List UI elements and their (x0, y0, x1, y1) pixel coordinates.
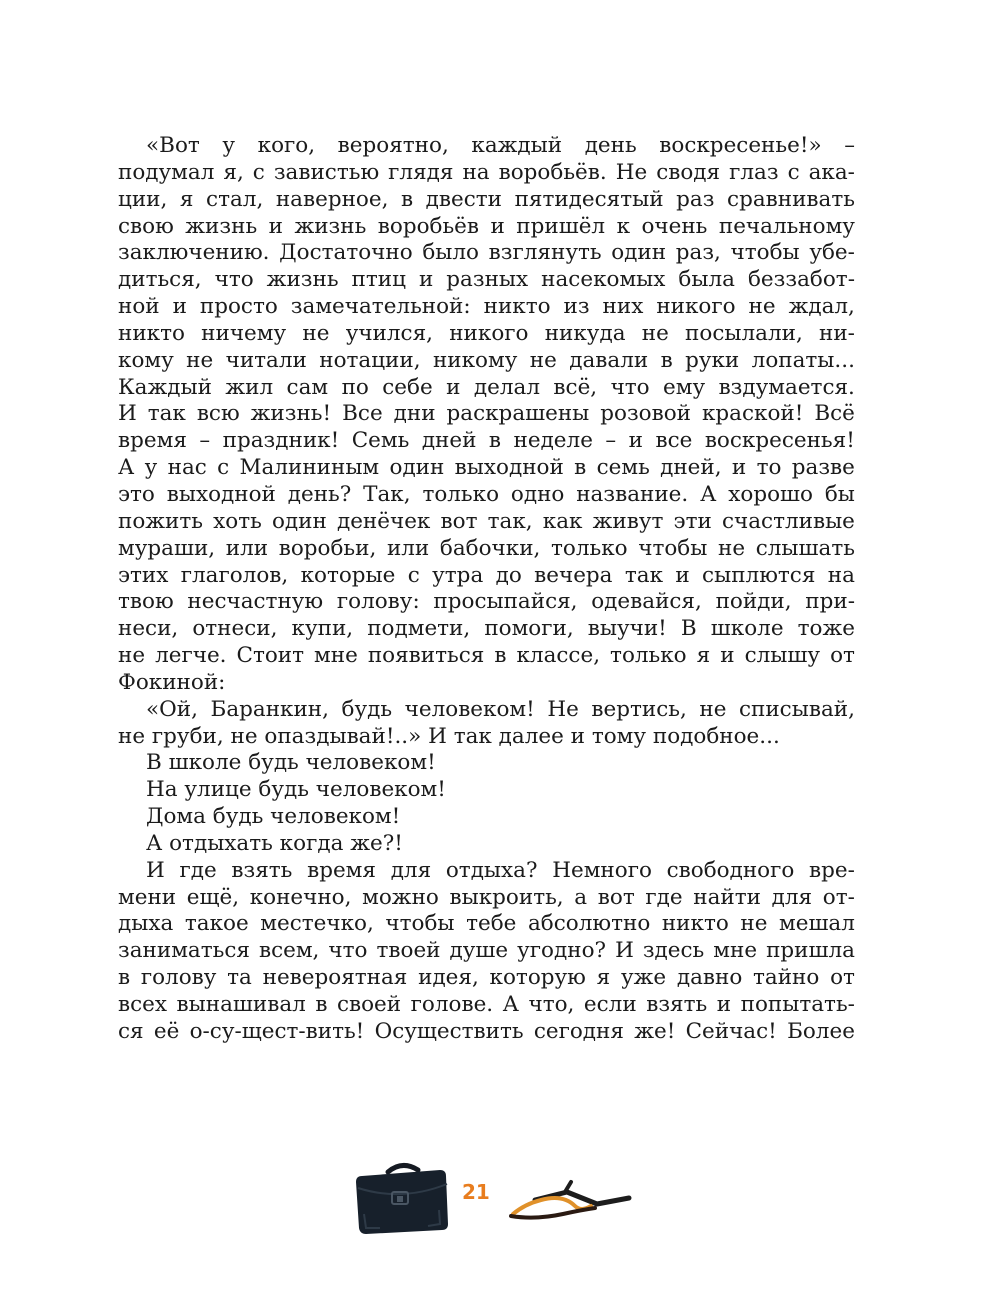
text-line: кому не читали нотации, никому не давали в руки лопаты... (118, 347, 855, 373)
briefcase-icon (352, 1158, 452, 1236)
slingshot-icon (505, 1178, 633, 1226)
text-line: время – праздник! Семь дней в неделе – и все воскресенья! (118, 428, 855, 454)
text-line: «Ой, Баранкин, будь человеком! Не вертись, не списывай, (146, 696, 855, 722)
text-line: не легче. Стоит мне появиться в классе, только я и слышу от (118, 643, 855, 669)
text-line: твою несчастную голову: просыпайся, одевайся, пойди, при- (118, 589, 855, 615)
page-number: 21 (462, 1180, 490, 1204)
text-line: Каждый жил сам по себе и делал всё, что ему вздумается. (118, 374, 855, 400)
text-line: заниматься всем, что твоей душе угодно? И здесь мне пришла (118, 938, 855, 964)
text-line: Фокиной: (118, 669, 226, 695)
text-line: На улице будь человеком! (146, 777, 446, 803)
text-line: в голову та невероятная идея, которую я уже давно тайно от (118, 965, 855, 991)
text-line: заключению. Достаточно было взглянуть один раз, чтобы убе- (118, 240, 855, 266)
text-line: этих глаголов, которые с утра до вечера так и сыплются на (118, 562, 855, 588)
text-line: А у нас с Малининым один выходной в семь дней, и то разве (118, 455, 855, 481)
text-line: дыха такое местечко, чтобы тебе абсолютно никто не мешал (118, 911, 855, 937)
text-line: никто ничему не учился, никого никуда не посылали, ни- (118, 320, 855, 346)
page-footer (0, 1150, 1000, 1240)
text-line: это выходной день? Так, только одно название. А хорошо бы (118, 481, 855, 507)
text-line: подумал я, с завистью глядя на воробьёв. Не сводя глаз с ака- (118, 159, 855, 185)
text-line: ся её о-су-щест-вить! Осуществить сегодня же! Сейчас! Более (118, 1018, 855, 1044)
text-line: А отдыхать когда же?! (146, 830, 403, 856)
text-line: ной и просто замечательной: никто из них никого не ждал, (118, 294, 855, 320)
text-line: диться, что жизнь птиц и разных насекомых была беззабот- (118, 267, 855, 293)
text-line: В школе будь человеком! (146, 750, 436, 776)
text-line: не груби, не опаздывай!..» И так далее и тому подобное... (118, 723, 780, 749)
body-text (118, 133, 855, 1046)
text-line: всех вынашивал в своей голове. А что, если взять и попытать- (118, 992, 855, 1017)
text-line: Дома будь человеком! (146, 804, 401, 830)
text-line: И где взять время для отдыха? Немного свободного вре- (146, 857, 855, 883)
text-line: пожить хоть один денёчек вот так, как живут эти счастливые (118, 508, 855, 534)
text-line: мени ещё, конечно, можно выкроить, а вот где найти для от- (118, 884, 855, 910)
text-line: «Вот у кого, вероятно, каждый день воскресенье!» – (146, 133, 855, 158)
text-line: свою жизнь и жизнь воробьёв и пришёл к очень печальному (118, 213, 855, 239)
text-line: И так всю жизнь! Все дни раскрашены розовой краской! Всё (118, 401, 855, 427)
text-line: мураши, или воробьи, или бабочки, только чтобы не слышать (118, 535, 855, 561)
text-line: ции, я стал, наверное, в двести пятидесятый раз сравнивать (118, 186, 855, 212)
text-line: неси, отнеси, купи, подмети, помоги, выучи! В школе тоже (118, 616, 855, 642)
